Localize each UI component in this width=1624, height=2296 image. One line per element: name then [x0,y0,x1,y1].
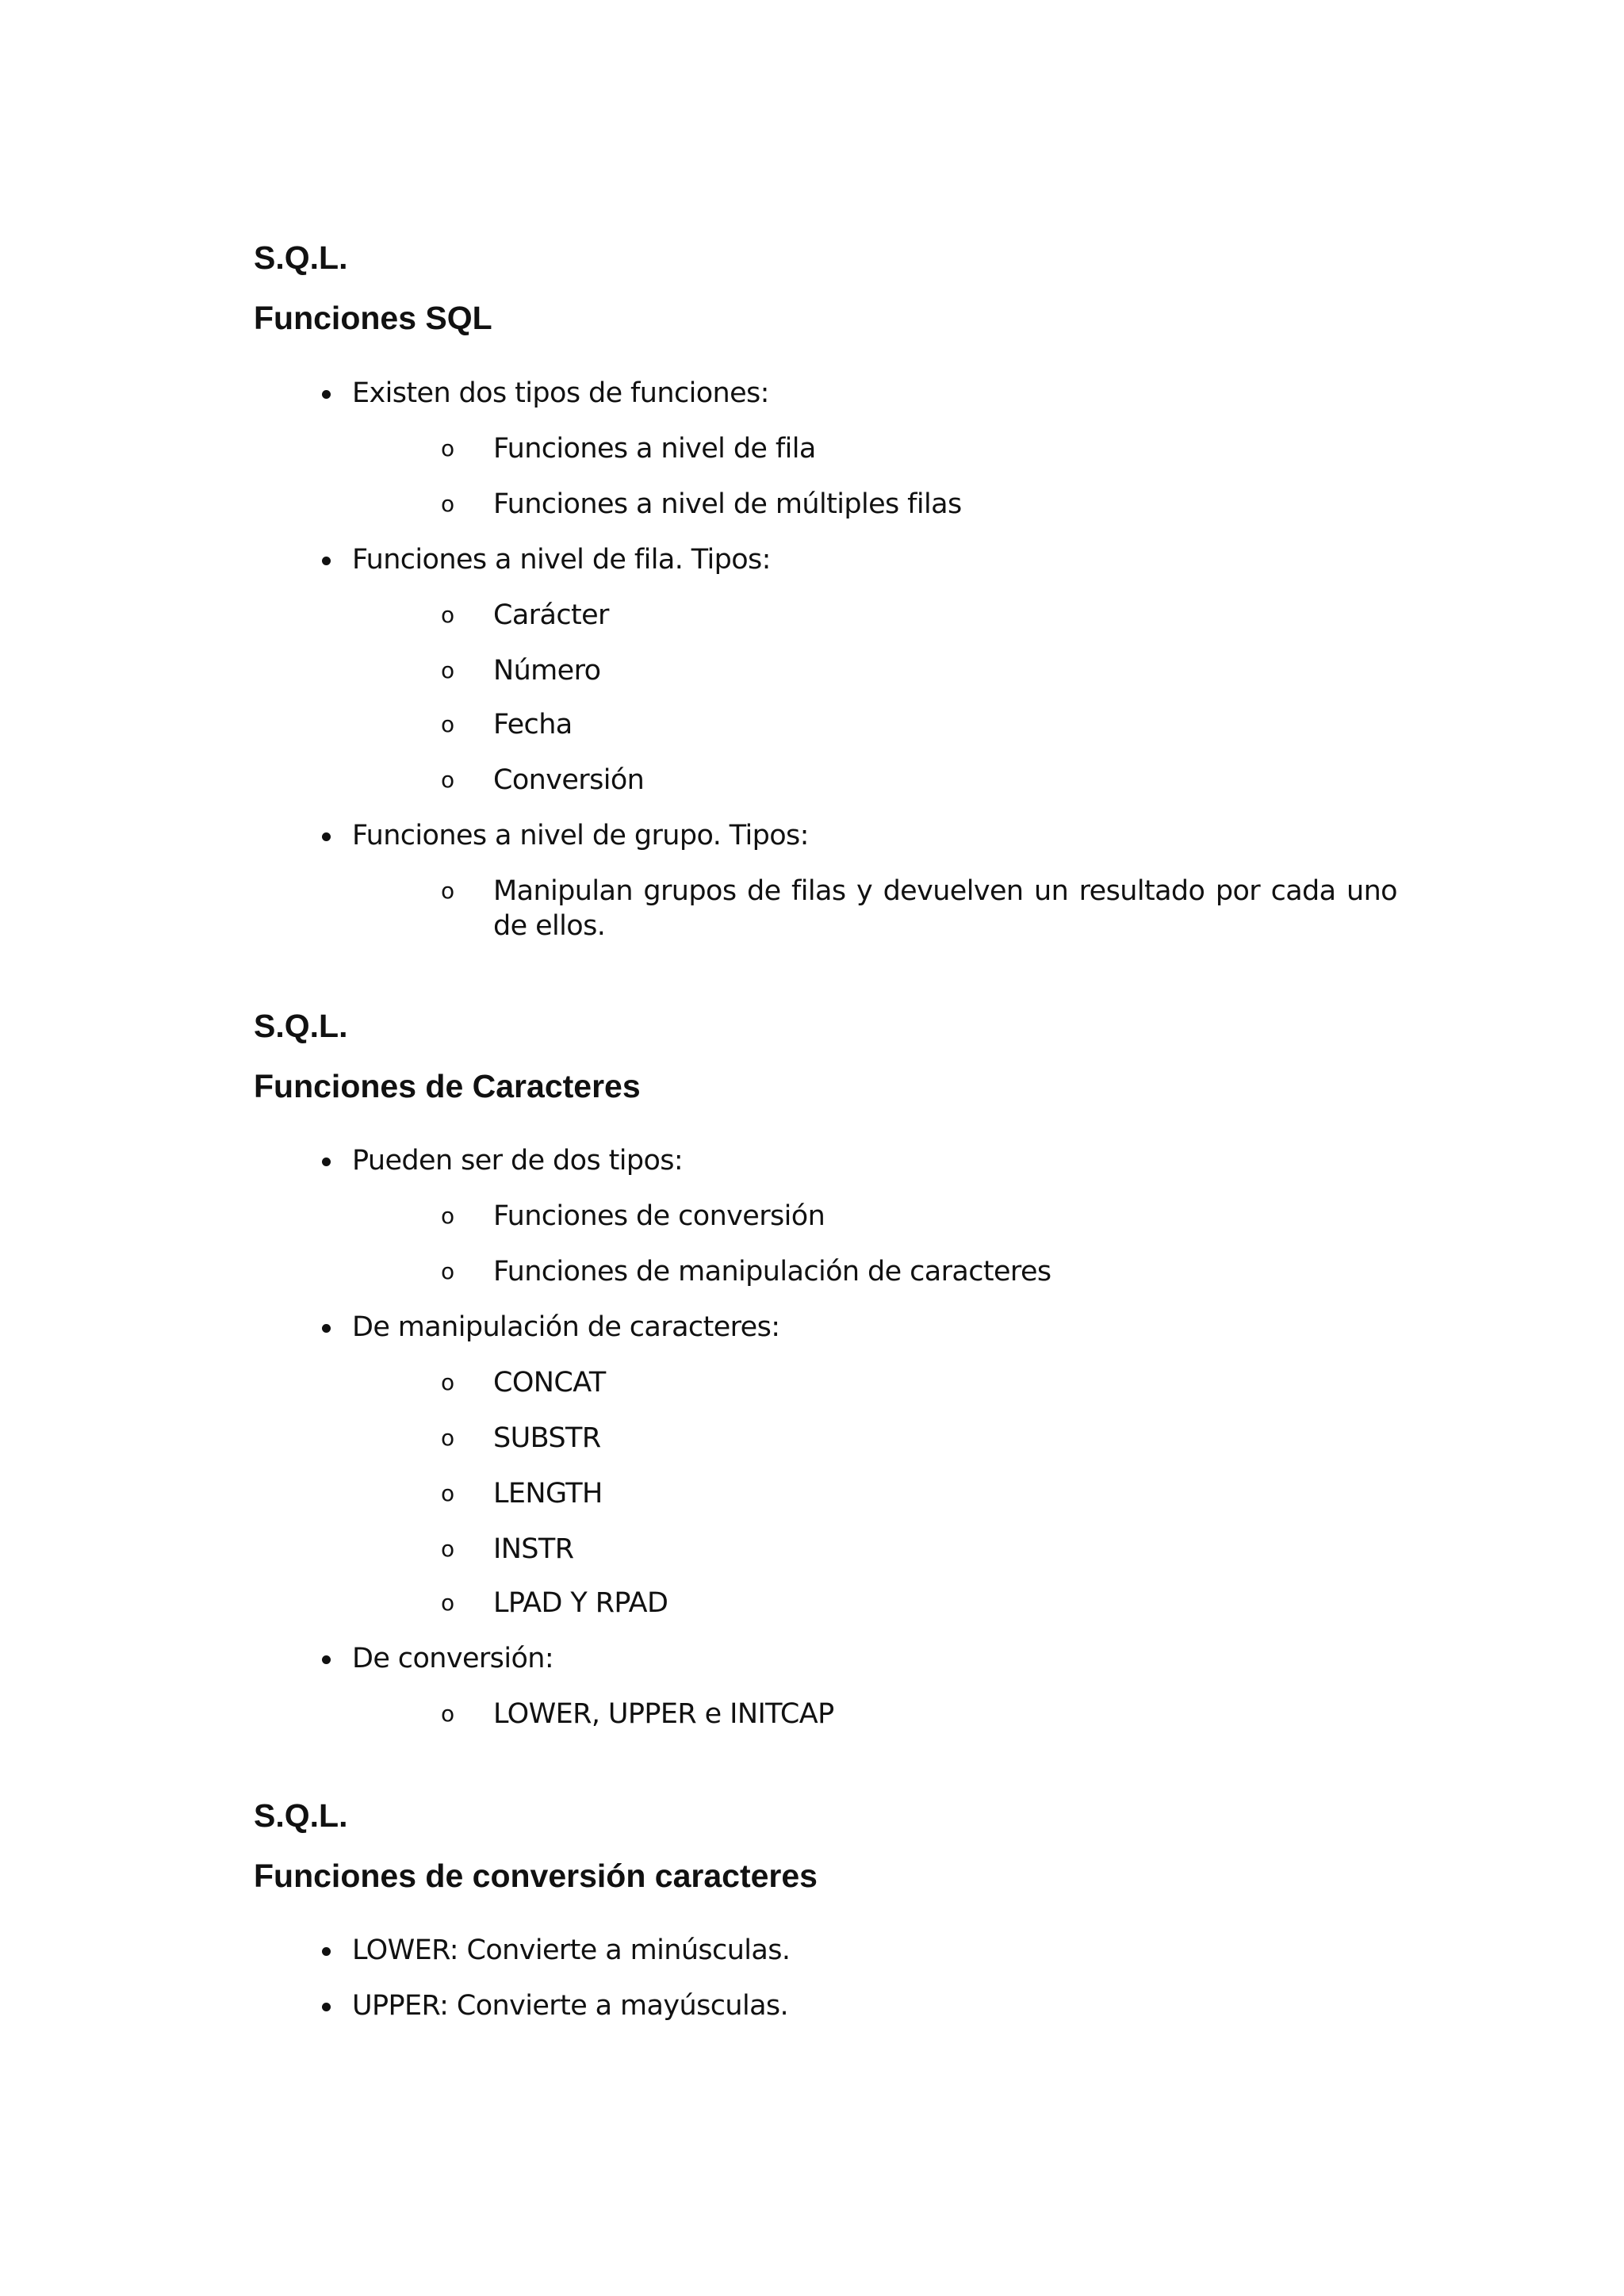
circle-bullet-icon: o [441,1480,454,1506]
circle-bullet-icon: o [441,1203,454,1229]
section-title: Funciones de conversión caracteres [254,1858,818,1894]
circle-bullet-icon: o [441,435,454,461]
bullet-dot-icon [322,2003,331,2011]
circle-bullet-icon: o [441,1425,454,1451]
bullet-dot-icon [322,1324,331,1333]
circle-bullet-icon: o [441,602,454,628]
circle-bullet-icon: o [441,1369,454,1395]
section-label: S.Q.L. [254,1008,348,1044]
bullet-dot-icon [322,1947,331,1956]
circle-bullet-icon: o [441,1590,454,1616]
circle-bullet-icon: o [441,1258,454,1284]
section-label: S.Q.L. [254,1797,348,1834]
circle-bullet-icon: o [441,1701,454,1727]
document-page: S.Q.L. Funciones SQL Existen dos tipos de funciones: o Funciones a nivel de fila o Funciones a nivel de múltiples filas Funciones a nivel de fila. Tipos: o Carácter o Número o Fecha o Conversión Funciones a nivel de grupo. Tipos: o Manipulan grupos de filas y devuelven un resultado por cada uno de ellos. S.Q.L. Funciones de Caracteres Pueden ser de dos tipos: o Funciones de conversión o Funciones de manipulación de caracteres De manipulación de caracteres: o CONCAT o SUBSTR o LENGTH o INSTR o LPAD Y RPAD De conversión: o LOWER, UPPER e INITCAP S.Q.L. Funciones de conversión caracteres LOWER: Convierte a minúsculas. UPPER: Convierte a mayúsculas. [254,239,1397,2022]
section-title: Funciones de Caracteres [254,1068,641,1104]
circle-bullet-icon: o [441,491,454,517]
section-title: Funciones SQL [254,300,492,336]
circle-bullet-icon: o [441,1536,454,1562]
circle-bullet-icon: o [441,878,454,904]
circle-bullet-icon: o [441,711,454,737]
bullet-dot-icon [322,832,331,841]
circle-bullet-icon: o [441,767,454,793]
circle-bullet-icon: o [441,657,454,683]
bullet-dot-icon [322,1655,331,1664]
section-label: S.Q.L. [254,239,348,276]
bullet-dot-icon [322,1158,331,1166]
bullet-dot-icon [322,557,331,565]
bullet-dot-icon [322,390,331,399]
